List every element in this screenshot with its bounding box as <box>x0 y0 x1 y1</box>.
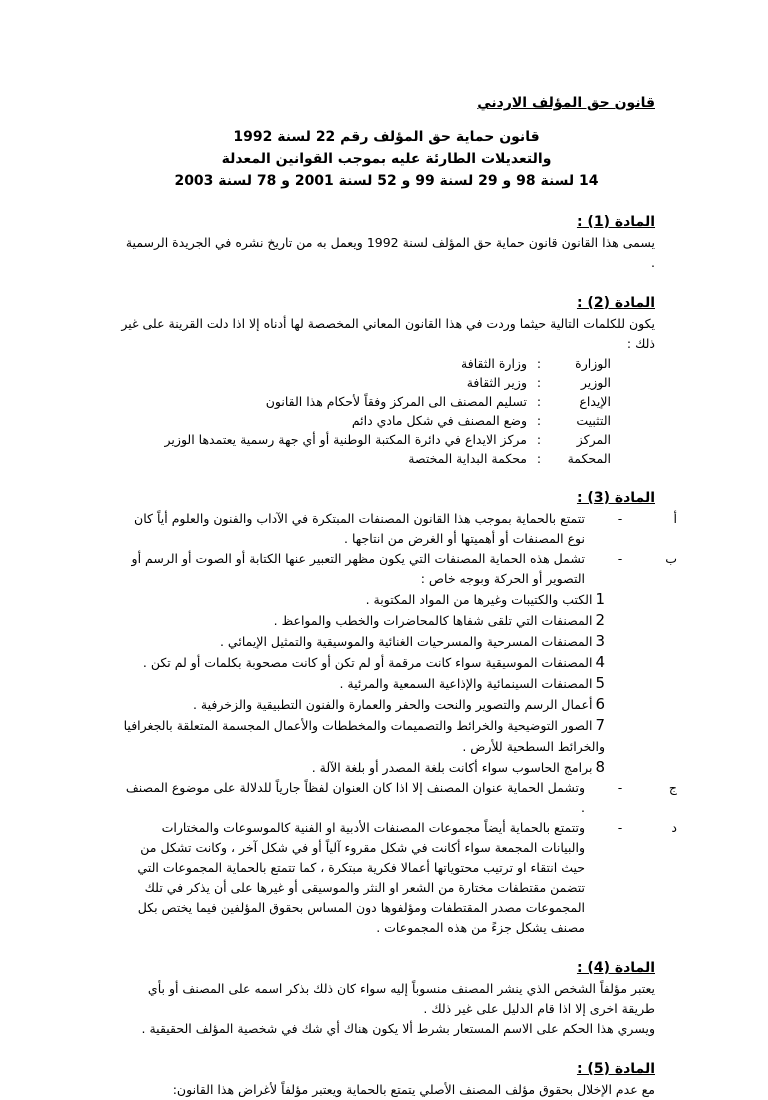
item-number: 8 <box>595 758 605 776</box>
article-4-text-2: ويسري هذا الحكم على الاسم المستعار بشرط ألا يكون هناك أي شك في شخصية المؤلف الحقيقية . <box>141 1021 655 1036</box>
list-item <box>118 631 605 652</box>
definition-text: وضع المصنف في شكل مادي دائم <box>351 413 527 428</box>
definition-row <box>118 373 655 392</box>
article-4-heading: المادة (4) : <box>576 960 655 976</box>
law-amendments-line: والتعديلات الطارئة عليه بموجب القوانين المعدلة <box>221 151 552 167</box>
protected-works-list <box>118 589 655 778</box>
item-text: المصنفات الموسيقية سواء كانت مرقمة أو لم تكن أو كانت مصحوبة بكلمات أو لم تكن . <box>142 655 593 670</box>
definition-text: محكمة البداية المختصة <box>408 451 527 466</box>
item-number: 3 <box>595 632 605 650</box>
definition-row <box>118 430 655 449</box>
item-number: 2 <box>595 611 605 629</box>
item-text: الصور التوضيحية والخرائط والتصميمات والمخططات والأعمال المجسمة المتعلقة بالجغرافيا والخرائط السطحية للأرض . <box>123 718 605 754</box>
article-5-text: مع عدم الإخلال بحقوق مؤلف المصنف الأصلي يتمتع بالحماية ويعتبر مؤلفاً لأغراض هذا القانون: <box>172 1082 655 1097</box>
document-page <box>118 92 677 1100</box>
article-1-text: يسمى هذا القانون قانون حماية حق المؤلف لسنة 1992 ويعمل به من تاريخ نشره في الجريدة الرسمية . <box>125 235 655 270</box>
clause-text: وتشمل الحماية عنوان المصنف إلا اذا كان العنوان لفظاً جارياً للدلالة على موضوع المصنف . <box>125 780 585 815</box>
clause-letter: ج <box>668 780 677 795</box>
law-title: قانون حماية حق المؤلف رقم 22 لسنة 1992 <box>233 129 540 145</box>
item-text: المصنفات المسرحية والمسرحيات الغنائية والموسيقية والتمثيل الإيمائي . <box>219 634 593 649</box>
item-number: 4 <box>595 653 605 671</box>
definition-row <box>118 354 655 373</box>
item-text: أعمال الرسم والتصوير والنحت والحفر والعمارة والفنون التطبيقية والزخرفية . <box>192 697 593 712</box>
definition-row <box>118 411 655 430</box>
definitions-list <box>118 354 655 468</box>
clause-letter: د <box>671 820 677 835</box>
clause-letter: أ <box>673 511 677 526</box>
definition-separator: : <box>536 432 542 447</box>
article-4-text: يعتبر مؤلفاً الشخص الذي ينشر المصنف منسوباً إليه سواء كان ذلك بذكر اسمه على المصنف أو بأي طريقة اخرى إلا اذا قام الدليل على غير ذلك . <box>147 981 655 1016</box>
list-item <box>118 610 605 631</box>
definition-term: الإيداع <box>579 394 611 409</box>
definition-separator: : <box>536 356 542 371</box>
clause-text: وتتمتع بالحماية أيضاً مجموعات المصنفات الأدبية او الفنية كالموسوعات والمختارات والبيانات المجمعة سواء أكانت في شكل مقروء آلياً أو في شكل آخر ، وكانت تشكل من حيث انتقاء او ترتيب محتوياتها أعمالا فكرية مبتكرة ، كما تتمتع بالحماية المجموعات التي تتضمن مقتطفات مختارة من الشعر او النثر والموسيقى أو غيرها على أن يذكر في تلك المجموعات مصدر المقتطفات ومؤلفوها دون المساس بحقوق المؤلفين فيما يختص بكل مصنف يشكل جزءً من هذه المجموعات . <box>137 820 585 935</box>
definition-term: الوزير <box>580 375 611 390</box>
definition-term: المحكمة <box>567 451 611 466</box>
article-1-heading: المادة (1) : <box>576 214 655 230</box>
article-2-intro: يكون للكلمات التالية حيثما وردت في هذا القانون المعاني المخصصة لها أدناه إلا اذا دلت القرينة على غير ذلك : <box>121 316 655 351</box>
clause-d <box>118 818 677 938</box>
clause-text: تشمل هذه الحماية المصنفات التي يكون مظهر التعبير عنها الكتابة أو الصوت أو الرسم أو التصوير أو الحركة وبوجه خاص : <box>131 551 585 586</box>
definition-text: وزير الثقافة <box>466 375 527 390</box>
clause-dash: - <box>617 820 623 835</box>
list-item <box>118 673 605 694</box>
list-item <box>118 757 605 778</box>
definition-row <box>118 392 655 411</box>
list-item <box>118 652 605 673</box>
list-item <box>118 589 605 610</box>
item-text: المصنفات التي تلقى شفاها كالمحاضرات والخطب والمواعظ . <box>273 613 593 628</box>
item-text: المصنفات السينمائية والإذاعية السمعية والمرئية . <box>339 676 593 691</box>
clause-b <box>118 549 677 589</box>
item-text: برامج الحاسوب سواء أكانت بلغة المصدر أو بلغة الآلة . <box>311 760 593 775</box>
definition-term: الوزارة <box>575 356 611 371</box>
list-item <box>118 715 605 757</box>
clause-a <box>118 509 677 549</box>
article-3-heading: المادة (3) : <box>576 490 655 506</box>
clause-dash: - <box>617 551 623 566</box>
item-number: 6 <box>595 695 605 713</box>
definition-row <box>118 449 655 468</box>
item-number: 7 <box>595 716 605 734</box>
clause-dash: - <box>617 780 623 795</box>
definition-text: تسليم المصنف الى المركز وفقاً لأحكام هذا القانون <box>265 394 527 409</box>
article-2-heading: المادة (2) : <box>576 295 655 311</box>
definition-text: وزارة الثقافة <box>461 356 527 371</box>
clause-c <box>118 778 677 818</box>
article-5-heading: المادة (5) : <box>576 1061 655 1077</box>
item-number: 1 <box>595 590 605 608</box>
definition-text: مركز الايداع في دائرة المكتبة الوطنية أو أي جهة رسمية يعتمدها الوزير <box>164 432 527 447</box>
document-title: قانون حق المؤلف الاردني <box>477 95 655 111</box>
item-number: 5 <box>595 674 605 692</box>
definition-separator: : <box>536 413 542 428</box>
definition-term: المركز <box>576 432 611 447</box>
clause-dash: - <box>617 511 623 526</box>
item-text: الكتب والكتيبات وغيرها من المواد المكتوبة . <box>365 592 593 607</box>
law-amendment-numbers: 14 لسنة 98 و 29 لسنة 99 و 52 لسنة 2001 و 78 لسنة 2003 <box>174 173 599 189</box>
definition-separator: : <box>536 451 542 466</box>
clause-letter: ب <box>665 551 677 566</box>
list-item <box>118 694 605 715</box>
definition-separator: : <box>536 394 542 409</box>
clause-text: تتمتع بالحماية بموجب هذا القانون المصنفات المبتكرة في الآداب والفنون والعلوم أياً كان نوع المصنفات أو أهميتها أو الغرض من انتاجها . <box>134 511 585 546</box>
definition-term: التثبيت <box>576 413 611 428</box>
definition-separator: : <box>536 375 542 390</box>
